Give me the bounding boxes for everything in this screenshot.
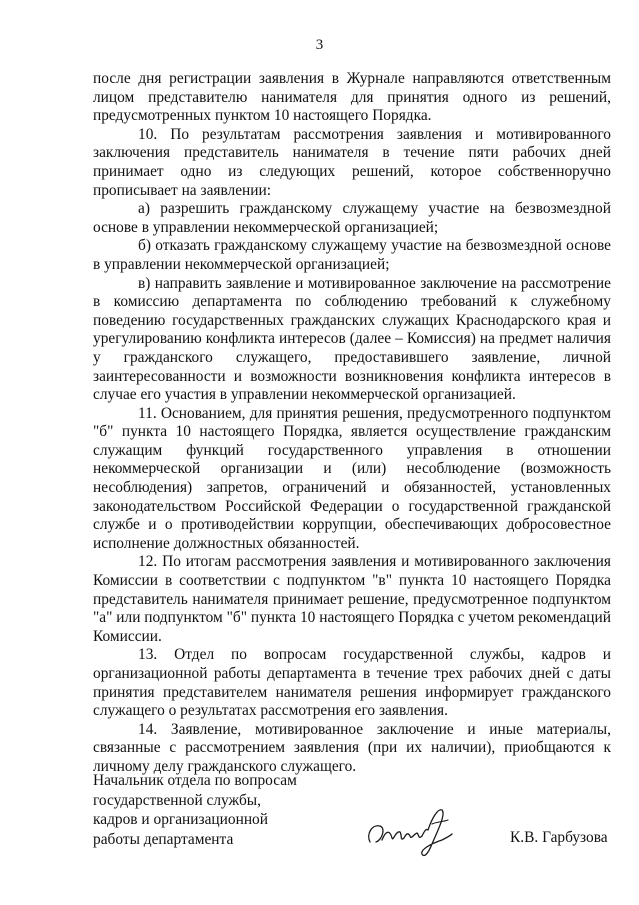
signer-title-line: кадров и организационной bbox=[93, 811, 268, 828]
paragraph-10-b: б) отказать гражданскому служащему участие на безвозмездной основе в управлении некоммерческой организацией; bbox=[93, 237, 611, 273]
page-number: 3 bbox=[315, 37, 324, 53]
signer-name: К.В. Гарбузова bbox=[510, 829, 608, 846]
paragraph-continuation: после дня регистрации заявления в Журнале направляются ответственным лицом представителю нанимателя для принятия одного из решений, предусмотренных пунктом 10 настоящего Порядка. bbox=[93, 70, 611, 125]
signer-title bbox=[93, 771, 323, 849]
handwritten-signature bbox=[362, 800, 457, 860]
paragraph-10: 10. По результатам рассмотрения заявления и мотивированного заключения представитель нанимателя в течение пяти рабочих дней принимает одно из следующих решений, которое собственноручно прописывает на заявлении: bbox=[93, 125, 611, 199]
paragraph-10-a: а) разрешить гражданскому служащему участие на безвозмездной основе в управлении некоммерческой организацией; bbox=[93, 200, 611, 236]
document-body bbox=[93, 70, 611, 777]
paragraph-14: 14. Заявление, мотивированное заключение и иные материалы, связанные с рассмотрением заявления (при их наличии), приобщаются к личному делу гражданского служащего. bbox=[93, 720, 611, 775]
signer-title-line: Начальник отдела по вопросам bbox=[93, 772, 297, 789]
paragraph-11: 11. Основанием, для принятия решения, предусмотренного подпунктом "б" пункта 10 настоящего Порядка, является осуществление гражданским служащим функций государственного управления в отношении некоммерческой организации и (или) несоблюдение (возможность несоблюдения) запретов, ограничений и обязанностей, установленных законодательством Российской Федерации о государственной гражданской службе и о противодействии коррупции, обеспечивающих добросовестное исполнение должностных обязанностей. bbox=[93, 404, 611, 552]
signer-title-line: государственной службы, bbox=[93, 791, 261, 809]
paragraph-12: 12. По итогам рассмотрения заявления и мотивированного заключения Комиссии в соответствии с подпунктом "в" пункта 10 настоящего Порядка представитель нанимателя принимает решение, предусмотренное подпунктом "а" или подпунктом "б" пункта 10 настоящего Порядка с учетом рекомендаций Комиссии. bbox=[93, 553, 611, 645]
paragraph-10-v: в) направить заявление и мотивированное заключение на рассмотрение в комиссию департамента по соблюдению требований к служебному поведению государственных гражданских служащих Краснодарского края и урегулированию конфликта интересов (далее – Комиссия) на предмет наличия у гражданского служащего, предоставившего заявление, личной заинтересованности и возможности возникновения конфликта интересов в случае его участия в управлении некоммерческой организацией. bbox=[93, 274, 611, 404]
signer-title-line: работы департамента bbox=[93, 830, 234, 848]
paragraph-13: 13. Отдел по вопросам государственной службы, кадров и организационной работы департамента в течение трех рабочих дней с даты принятия представителем нанимателя решения информирует гражданского служащего о результатах рассмотрения его заявления. bbox=[93, 646, 611, 720]
